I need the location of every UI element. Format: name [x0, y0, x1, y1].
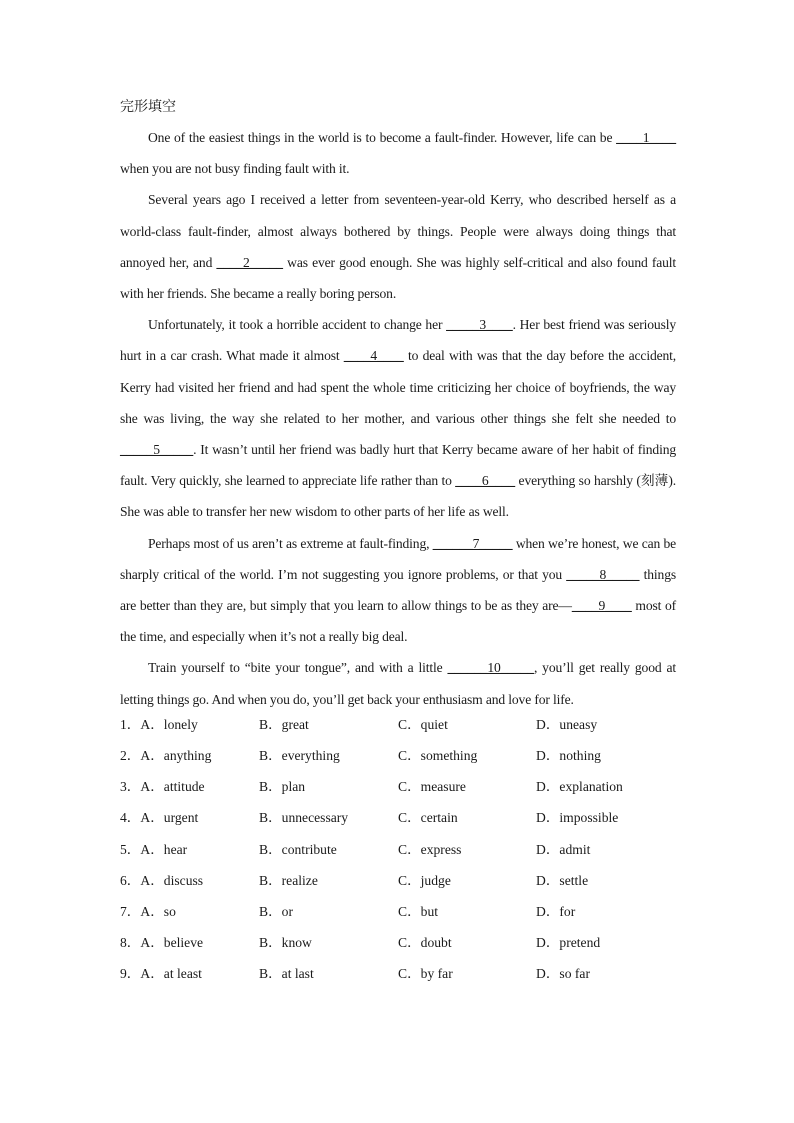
question-row-7 [120, 902, 676, 933]
blank-3: _____3____ [446, 317, 513, 333]
passage-paragraph-4 [120, 528, 676, 653]
passage-text: Perhaps most of us aren’t as extreme at fault-finding, [148, 535, 433, 551]
passage-text: was ever good enough. She was highly self-critical and also found fault with her friends. She became a really boring person. [120, 254, 676, 302]
option-d: D．impossible [536, 810, 619, 826]
passage-text: . It wasn’t until her friend was badly hurt that Kerry became aware of her habit of finding fault. Very quickly, she learned to appreciate life rather than to [120, 442, 676, 489]
option-d: D．nothing [536, 748, 601, 764]
option-c: C．measure [398, 779, 466, 795]
option-d: D．settle [536, 872, 589, 888]
question-row-1 [120, 715, 676, 746]
blank-1: ____1____ [616, 130, 676, 145]
question-row-8 [120, 933, 676, 964]
worksheet-page [120, 96, 676, 996]
option-b: B．realize [259, 872, 318, 888]
blank-8: _____8_____ [566, 566, 640, 582]
option-c: C．judge [398, 872, 451, 888]
option-d: D．for [536, 903, 576, 919]
passage-text: Unfortunately, it took a horrible accident to change her [148, 317, 447, 333]
passage-text: things are better than they are, but simply that you learn to allow things to be as they are— [120, 566, 676, 614]
option-a: 7．A．so [120, 903, 176, 919]
option-b: B．plan [259, 779, 306, 795]
option-a: 4．A．urgent [120, 810, 199, 826]
option-a: 9．A．at least [120, 966, 202, 982]
option-a: 5．A．hear [120, 841, 188, 857]
passage-text: Train yourself to “bite your tongue”, and with a little [148, 660, 448, 676]
blank-6: ____6____ [455, 473, 516, 489]
question-row-2 [120, 746, 676, 777]
option-d: D．uneasy [536, 716, 598, 732]
section-title: 完形填空 [120, 99, 176, 115]
option-d: D．explanation [536, 779, 623, 795]
passage-text: most of the time, and especially when it’s not a really big deal. [120, 598, 677, 645]
passage-text: Several years ago I received a letter from seventeen-year-old Kerry, who described herself as a world-class fault-finder, almost always bothered by things. People were always doing things that annoyed her, and [120, 192, 676, 270]
option-b: B．great [259, 716, 309, 732]
question-row-4 [120, 808, 676, 839]
question-row-5 [120, 840, 676, 871]
passage-paragraph-3 [120, 309, 676, 527]
passage-text: everything so harshly (刻薄). She was able to transfer her new wisdom to other parts of her life as well. [120, 473, 676, 520]
option-c: C．doubt [398, 935, 452, 951]
option-c: C．by far [398, 966, 453, 982]
answer-options [120, 715, 676, 996]
question-row-9 [120, 964, 676, 995]
passage-text: when we’re honest, we can be sharply critical of the world. I’m not suggesting you ignore problems, or that you [120, 535, 677, 582]
passage-text: . Her best friend was seriously hurt in a car crash. What made it almost [120, 317, 676, 364]
option-c: C．something [398, 748, 478, 764]
option-b: B．or [259, 903, 293, 919]
option-c: C．express [398, 841, 462, 857]
option-c: C．quiet [398, 716, 448, 732]
blank-2: ____2_____ [216, 254, 283, 270]
blank-5: _____5_____ [120, 442, 194, 458]
passage-text: to deal with was that the day before the accident, Kerry had visited her friend and had spent the whole time criticizing her choice of boyfriends, the way she was living, the way she related to her mother, and various other things she felt she needed to [120, 348, 676, 426]
option-b: B．contribute [259, 841, 337, 857]
blank-7: ______7_____ [432, 535, 513, 551]
option-a: 8．A．believe [120, 935, 204, 951]
blank-9: ____9____ [571, 598, 632, 614]
option-a: 6．A．discuss [120, 872, 204, 888]
option-d: D．so far [536, 966, 590, 982]
passage-paragraph-5 [120, 652, 676, 714]
option-b: B．unnecessary [259, 810, 349, 826]
blank-4: ____4____ [343, 348, 404, 364]
option-d: D．pretend [536, 935, 601, 951]
option-b: B．know [259, 935, 312, 951]
option-d: D．admit [536, 841, 591, 857]
passage-text: when you are not busy finding fault with it. [120, 161, 350, 177]
option-c: C．but [398, 903, 439, 919]
passage-text: , you’ll get really good at letting things go. And when you do, you’ll get back your enthusiasm and love for life. [120, 660, 676, 707]
passage-paragraph-2 [120, 184, 676, 309]
option-a: 2．A．anything [120, 748, 212, 764]
passage-text: One of the easiest things in the world is to become a fault-finder. However, life can be [148, 130, 617, 145]
option-b: B．everything [259, 748, 340, 764]
option-c: C．certain [398, 810, 458, 826]
option-b: B．at last [259, 966, 314, 982]
option-a: 3．A．attitude [120, 779, 205, 795]
question-row-6 [120, 871, 676, 902]
passage-paragraph-1 [120, 122, 676, 184]
question-row-3 [120, 777, 676, 808]
option-a: 1．A．lonely [120, 716, 198, 732]
blank-10: ______10_____ [447, 660, 534, 676]
